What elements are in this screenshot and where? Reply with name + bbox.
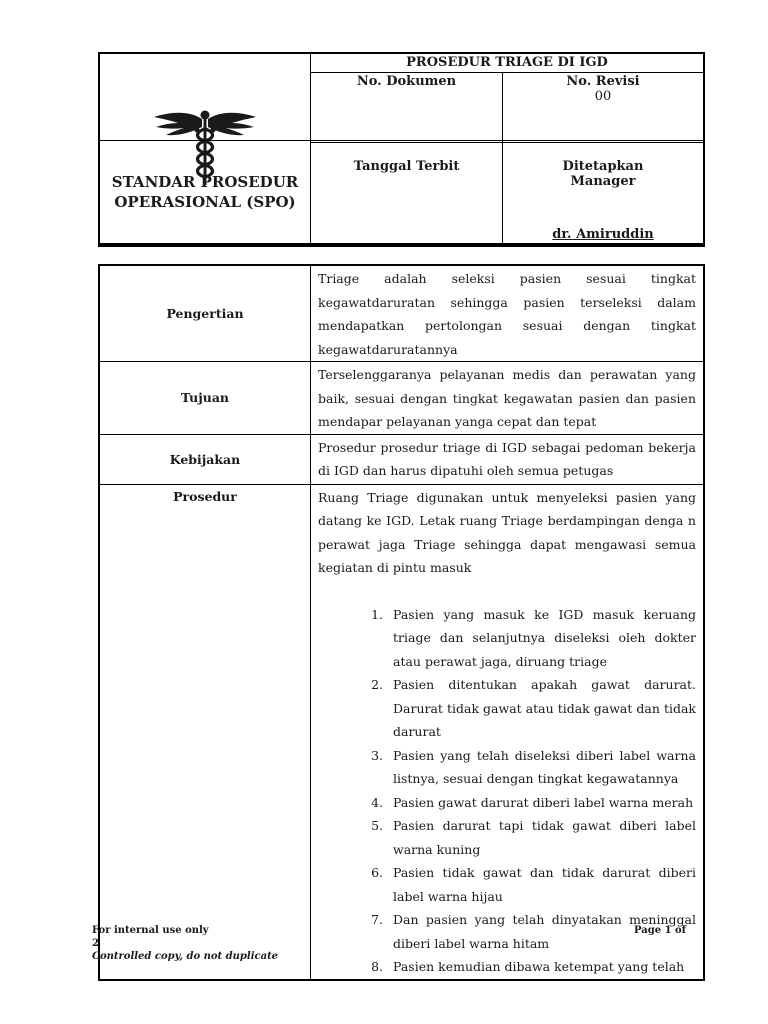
no-revisi-label: No. Revisi: [566, 74, 640, 89]
pengertian-label: Pengertian: [99, 265, 311, 362]
document-title: PROSEDUR TRIAGE DI IGD: [311, 54, 703, 73]
row-tujuan: [99, 362, 704, 435]
pengertian-text: Triage adalah seleksi pasien sesuai tingkat kegawatdaruratan sehingga pasien terseleksi dalam mendapatkan pertolongan sesuai dengan tingkat kegawatdaruratannya: [311, 265, 705, 362]
prosedur-step: 5. Pasien darurat tapi tidak gawat diberi label warna kuning: [387, 814, 696, 861]
prosedur-steps-list: [311, 603, 703, 979]
prosedur-step: 3. Pasien yang telah diseleksi diberi label warna listnya, sesuai dengan tingkat kegawatannya: [387, 744, 696, 791]
prosedur-content: [311, 484, 705, 980]
prosedur-step: 2. Pasien ditentukan apakah gawat darurat. Darurat tidak gawat atau tidak gawat dan tidak darurat: [387, 673, 696, 744]
ditetapkan-label: Ditetapkan: [562, 159, 644, 174]
tujuan-text: Terselenggaranya pelayanan medis dan perawatan yang baik, sesuai dengan tingkat kegawatan pasien dan pasien mendapar pelayanan yanga cepat dan tepat: [311, 362, 705, 435]
row-pengertian: [99, 265, 704, 362]
page-number: Page 1 of: [634, 925, 686, 936]
prosedur-step: 6. Pasien tidak gawat dan tidak darurat diberi label warna hijau: [387, 861, 696, 908]
page-footer: [92, 924, 692, 963]
tanggal-terbit-label: Tanggal Terbit: [353, 159, 460, 174]
prosedur-label: Prosedur: [99, 484, 311, 980]
tanggal-terbit-cell: [311, 141, 503, 244]
prosedur-intro: Ruang Triage digunakan untuk menyeleksi pasien yang datang ke IGD. Letak ruang Triage berdampingan denga n perawat jaga Triage sehingga dapat mengawasi semua kegiatan di pintu masuk: [318, 489, 696, 575]
controlled-copy-note: Controlled copy, do not duplicate: [92, 951, 279, 962]
kebijakan-text: Prosedur prosedur triage di IGD sebagai pedoman bekerja di IGD dan harus dipatuhi oleh semua petugas: [311, 434, 705, 484]
prosedur-step: 8. Pasien kemudian dibawa ketempat yang telah: [387, 955, 696, 979]
no-dokumen-cell: [311, 73, 503, 142]
prosedur-step: 7. Dan pasien yang telah dinyatakan meninggal diberi label warna hitam: [387, 908, 696, 955]
page-total: 2: [92, 938, 99, 949]
no-revisi-cell: [503, 73, 704, 142]
no-dokumen-label: No. Dokumen: [356, 74, 457, 89]
internal-use-note: For internal use only: [92, 925, 209, 936]
document-header-lower: [98, 140, 705, 245]
spo-label: STANDAR PROSEDUR OPERASIONAL (SPO): [99, 141, 311, 244]
prosedur-step: 4. Pasien gawat darurat diberi label warna merah: [387, 791, 696, 815]
tujuan-label: Tujuan: [99, 362, 311, 435]
kebijakan-label: Kebijakan: [99, 434, 311, 484]
signatory-name: dr. Amiruddin: [552, 226, 654, 242]
row-kebijakan: [99, 434, 704, 484]
manager-label: Manager: [570, 174, 636, 189]
ditetapkan-cell: [503, 141, 705, 244]
procedure-body-table: [98, 264, 705, 981]
no-revisi-value: 00: [594, 89, 612, 104]
row-prosedur: [99, 484, 704, 980]
prosedur-step: 1. Pasien yang masuk ke IGD masuk keruang triage dan selanjutnya diseleksi oleh dokter atau perawat jaga, diruang triage: [387, 603, 696, 674]
